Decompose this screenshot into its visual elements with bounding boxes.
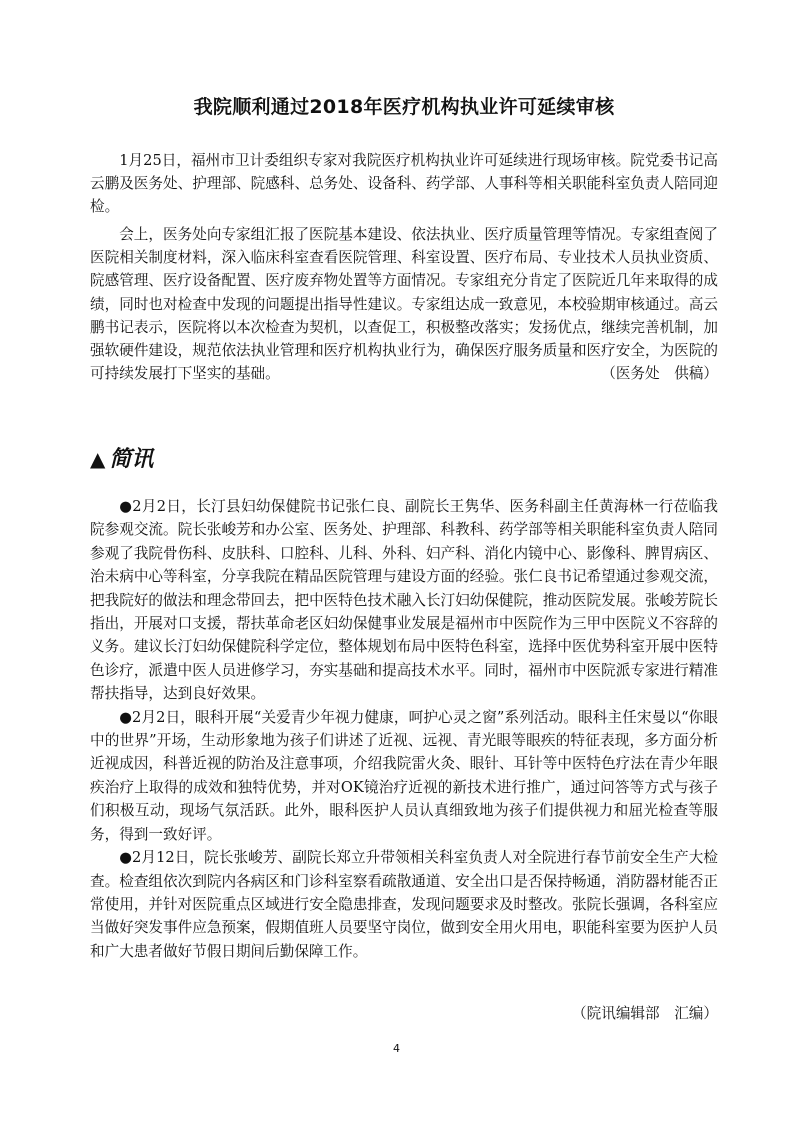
article-source: （医务处 供稿） bbox=[601, 365, 718, 383]
brief-item-2: ●2月2日，眼科开展“关爱青少年视力健康，呵护心灵之窗”系列活动。眼科主任宋曼以“你眼中的世界”开场，生动形象地为孩子们讲述了近视、远视、青光眼等眼疾的特征表现，多方面分析近视成因，科普近视的防治及注意事项，介绍我院雷火灸、眼针、耳针等中医特色疗法在青少年眼疾治疗上取得的成效和独特优势，并对OK镜治疗近视的新技术进行推广，通过问答等方式与孩子们积极互动，现场气氛活跃。此外，眼科医护人员认真细致地为孩子们提供视力和屈光检查等服务，得到一致好评。 bbox=[90, 708, 718, 843]
editor-credit: （院讯编辑部 汇编） bbox=[572, 1005, 718, 1022]
briefs-list bbox=[90, 495, 718, 963]
article-paragraph-1 bbox=[90, 149, 718, 219]
triangle-icon: ▲ bbox=[90, 447, 106, 471]
briefs-heading-text: 简讯 bbox=[109, 447, 154, 472]
briefs-heading bbox=[90, 444, 153, 475]
brief-item-3: ●2月12日，院长张峻芳、副院长郑立升带领相关科室负责人对全院进行春节前安全生产大检查。检查组依次到院内各病区和门诊科室察看疏散通道、安全出口是否保持畅通，消防器材能否正常使用，并针对医院重点区域进行安全隐患排查，发现问题要求及时整改。张院长强调，各科室应当做好突发事件应急预案，假期值班人员要坚守岗位，做到安全用火用电，职能科室要为医护人员和广大患者做好节假日期间后勤保障工作。 bbox=[90, 849, 718, 960]
article-paragraph-2 bbox=[90, 223, 718, 385]
article-paragraph-1-text: 1月25日，福州市卫计委组织专家对我院医疗机构执业许可延续进行现场审核。院党委书记高云鹏及医务处、护理部、院感科、总务处、设备科、药学部、人事科等相关职能科室负责人陪同迎检。 bbox=[90, 152, 718, 216]
brief-item-1: ●2月2日，长汀县妇幼保健院书记张仁良、副院长王隽华、医务科副主任黄海林一行莅临我院参观交流。院长张峻芳和办公室、医务处、护理部、科教科、药学部等相关职能科室负责人陪同参观了我院骨伤科、皮肤科、口腔科、儿科、外科、妇产科、消化内镜中心、影像科、脾胃病区、治未病中心等科室，分享我院在精品医院管理与建设方面的经验。张仁良书记希望通过参观交流，把我院好的做法和理念带回去，把中医特色技术融入长汀妇幼保健院，推动医院发展。张峻芳院长指出，开展对口支援，帮扶革命老区妇幼保健事业发展是福州市中医院作为三甲中医院义不容辞的义务。建议长汀妇幼保健院科学定位，整体规划布局中医特色科室，选择中医优势科室开展中医特色诊疗，派遣中医人员进修学习，夯实基础和提高技术水平。同时，福州市中医院派专家进行精准帮扶指导，达到良好效果。 bbox=[90, 498, 718, 703]
page-number: 4 bbox=[393, 1042, 400, 1055]
article-title: 我院顺利通过2018年医疗机构执业许可延续审核 bbox=[193, 96, 615, 118]
article-paragraph-2-text: 会上，医务处向专家组汇报了医院基本建设、依法执业、医疗质量管理等情况。专家组查阅了医院相关制度材料，深入临床科室查看医院管理、科室设置、医疗布局、专业技术人员执业资质、院感管理、医疗设备配置、医疗废弃物处置等方面情况。专家组充分肯定了医院近几年来取得的成绩，同时也对检查中发现的问题提出指导性建议。专家组达成一致意见，本校验期审核通过。高云鹏书记表示，医院将以本次检查为契机，以查促工，积极整改落实；发扬优点，继续完善机制，加强软硬件建设，规范依法执业管理和医疗机构执业行为，确保医疗服务质量和医疗安全，为医院的可持续发展打下坚实的基础。 bbox=[90, 226, 718, 383]
